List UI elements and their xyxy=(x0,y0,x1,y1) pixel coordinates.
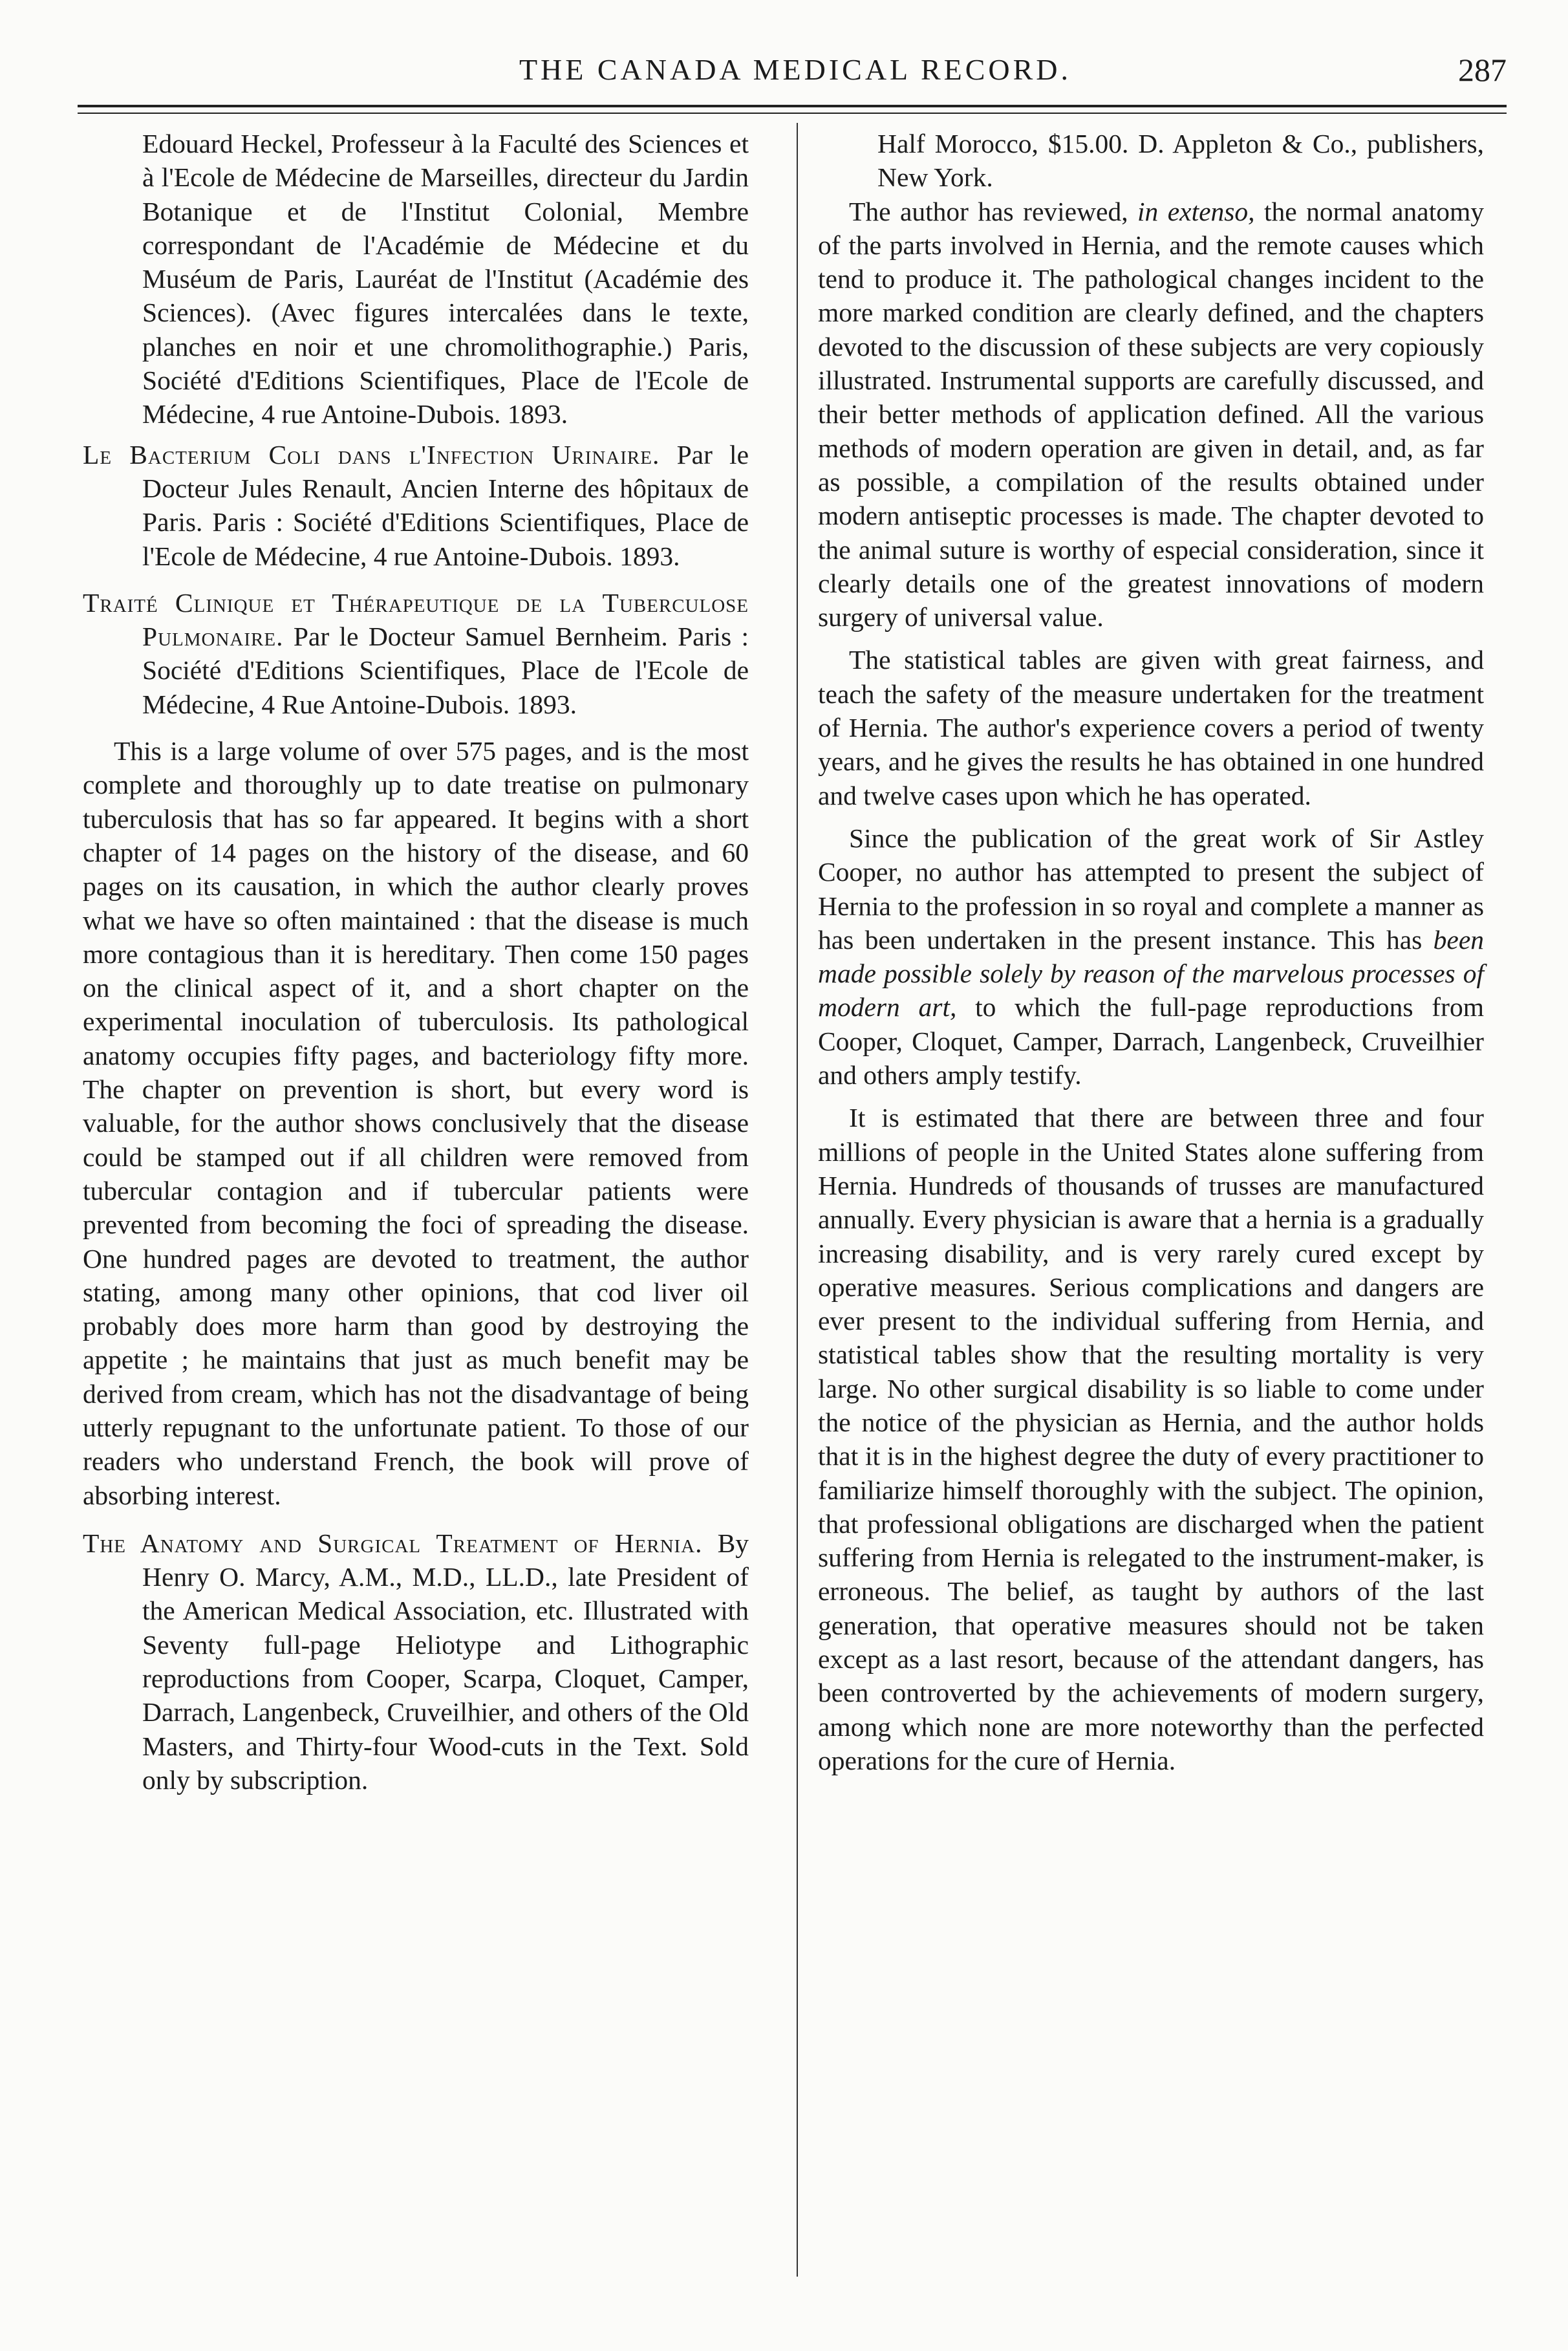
hernia-entry xyxy=(83,1526,749,1797)
right-column xyxy=(818,127,1484,1777)
hernia-title: The Anatomy and Surgical Treatment of Hernia. xyxy=(83,1528,703,1558)
header-rule-thin xyxy=(78,113,1507,114)
hernia-review-paragraph-3 xyxy=(818,821,1484,1092)
left-column xyxy=(83,127,749,1810)
bacterium-coli-title: Le Bacterium Coli dans l'Infection Urinaire. xyxy=(83,439,660,470)
hernia-review-paragraph-2: The statistical tables are given with great fairness, and teach the safety of the measure undertaken for the treatment of Hernia. The author's experience covers a period of twenty years, and he gives the results he has obtained in one hundred and twelve cases upon which he has operated. xyxy=(818,645,1484,810)
p3-end: to which the full-page reproductions from Cooper, Cloquet, Camper, Darrach, Langenbeck, Cruveilhier and others amply testify. xyxy=(818,992,1484,1090)
hernia-details: By Henry O. Marcy, A.M., M.D., LL.D., late President of the American Medical Association, etc. Illustrated with Seventy full-page Heliotype and Lithographic reproductions from Cooper, Scarpa, Cloquet, Camper, Darrach, Langenbeck, Cruveilhier, and others of the Old Masters, and Thirty-four Wood-cuts in the Text. Sold only by subscription. xyxy=(142,1528,749,1795)
p1-emphasis: in extenso, xyxy=(1137,196,1255,226)
header-rule-thick xyxy=(78,105,1507,107)
p3-start: Since the publication of the great work of Sir Astley Cooper, no author has attempted to present the subject of Hernia to the profession in so royal and complete a manner as has been undertaken in the present instance. This has xyxy=(818,823,1484,955)
tuberculosis-review: This is a large volume of over 575 pages, and is the most complete and thoroughly up to date treatise on pulmonary tuberculosis that has so far appeared. It begins with a short chapter of 14 pages on the history of the disease, and 60 pages on its causation, in which the author clearly proves what we have so often maintained : that the disease is much more contagious than it is hereditary. Then come 150 pages on the clinical aspect of it, and a short chapter on the experimental inoculation of tuberculosis. Its pathological anatomy occupies fifty pages, and bacteriology fifty more. The chapter on prevention is short, but every word is valuable, for the author shows conclusively that the disease could be stamped out if all children were removed from tubercular contagion and if tubercular patients were prevented from becoming the foci of spreading the disease. One hundred pages are devoted to treatment, the author stating, among many other opinions, that cod liver oil probably does more harm than good by destroying the appetite ; he maintains that just as much benefit may be derived from cream, which has not the disadvantage of being utterly repugnant to the unfortunate patient. To those of our readers who understand French, the book will prove of absorbing interest. xyxy=(83,736,749,1510)
running-title: THE CANADA MEDICAL RECORD. xyxy=(519,53,1072,86)
page-number: 287 xyxy=(1458,52,1507,88)
traite-clinique-title: Traité Clinique et Thérapeutique de la Tuberculose Pulmonaire. xyxy=(83,587,749,652)
traite-clinique-entry xyxy=(83,586,749,721)
bacterium-coli-entry xyxy=(83,438,749,573)
bacterium-coli-details: Par le Docteur Jules Renault, Ancien Interne des hôpitaux de Paris. Paris : Société d'Editions Scientifiques, Place de l'Ecole de Médecine, 4 rue Antoine-Dubois. 1893. xyxy=(142,439,749,571)
p3-emphasis: been made possible solely by reason of the marvelous processes of modern art, xyxy=(818,924,1484,1023)
traite-clinique-details: Par le Docteur Samuel Bernheim. Paris : Société d'Editions Scientifiques, Place de l'Ecole de Médecine, 4 Rue Antoine-Dubois. 1893. xyxy=(142,622,749,719)
column-divider xyxy=(797,123,798,2277)
hernia-review-paragraph-1 xyxy=(818,195,1484,634)
hernia-review-paragraph-4: It is estimated that there are between three and four millions of people in the United States alone suffering from Hernia. Hundreds of thousands of trusses are manufactured annually. Every physician is aware that a hernia is a gradually increasing disability, and is very rarely cured except by operative measures. Serious complications and dangers are ever present to the individual suffering from Hernia, and statistical tables show that the resulting mortality is very large. No other surgical disability is so liable to come under the notice of the physician as Hernia, and the author holds that it is in the highest degree the duty of every practitioner to familiarize himself thoroughly with the subject. The opinion, that professional obligations are discharged when the patient suffering from Hernia is relegated to the instrument-maker, is erroneous. The belief, as taught by authors of the last generation, that operative measures should not be taken except as a last resort, because of the attendant dangers, has been controverted by the achievements of modern surgery, among which none are more noteworthy than the perfected operations for the cure of Hernia. xyxy=(818,1103,1484,1775)
hernia-entry-continuation: Half Morocco, $15.00. D. Appleton & Co., publishers, New York. xyxy=(877,129,1484,193)
p1-end: the normal anatomy of the parts involved in Hernia, and the remote causes which tend to produce it. The pathological changes incident to the more marked condition are clearly defined, and the chapters devoted to the discussion of these subjects are very copiously illustrated. Instrumental supports are carefully discussed, and their better methods of application defined. All the various methods of modern operation are given in detail, and, as far as possible, a compilation of the results obtained under modern antiseptic processes is made. The chapter devoted to the animal suture is worthy of especial consideration, since it clearly details one of the greatest innovations of modern surgery of universal value. xyxy=(818,196,1485,633)
p1-start: The author has reviewed, xyxy=(849,196,1128,226)
heckel-entry-continuation: Edouard Heckel, Professeur à la Faculté des Sciences et à l'Ecole de Médecine de Marseilles, directeur du Jardin Botanique et de l'Institut Colonial, Membre correspondant de l'Académie de Médecine et du Muséum de Paris, Lauréat de l'Institut (Académie des Sciences). (Avec figures intercalées dans le texte, planches en noir et une chromolithographie.) Paris, Société d'Editions Scientifiques, Place de l'Ecole de Médecine, 4 rue Antoine-Dubois. 1893. xyxy=(142,129,749,429)
page-header xyxy=(84,50,1507,96)
